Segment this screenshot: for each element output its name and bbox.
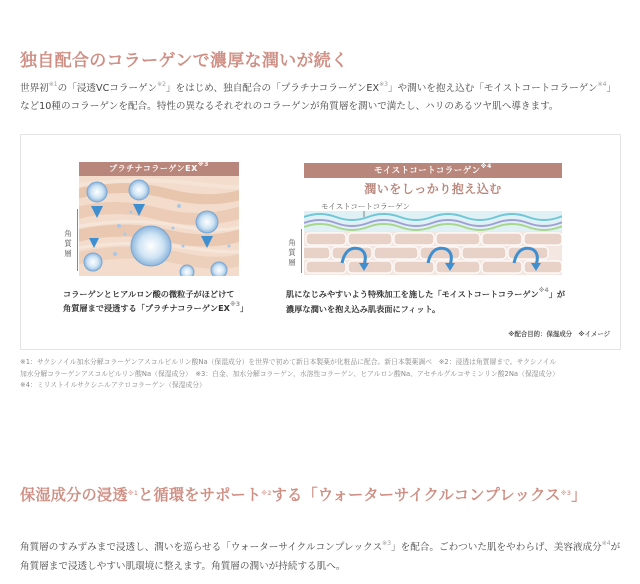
section2-title: 保湿成分の浸透$^{※1}$と循環をサポート$^{※2}$する「ウォーターサイクルコンプレックス$^{※3}$」 bbox=[20, 486, 587, 504]
moist-coat-collagen-illustration bbox=[304, 163, 562, 275]
skin-cells-illustration bbox=[79, 176, 239, 276]
section1-intro: 世界初$^{※1}$の「浸透VCコラーゲン$^{※2}$」をはじめ、独自配合の「プラチナコラーゲンEX$^{※3}$」や潤いを抱え込む「モイストコートコラーゲン$^{※4}$」など10種のコラーゲンを配合。特性の異なるそれぞれのコラーゲンが角質層を潤いで満たし、ハリのあるツヤ肌へ導きます。 bbox=[20, 81, 617, 112]
moist-coat-inner-label: モイストコートコラーゲン bbox=[321, 202, 410, 211]
platinum-collagen-title: プラチナコラーゲンEX$^{※3}$ bbox=[79, 162, 239, 176]
platinum-collagen-illustration bbox=[79, 162, 239, 276]
figure-note: ※配合目的：保湿成分 ※イメージ bbox=[508, 330, 610, 338]
section2-body: 角質層のすみずみまで浸透し、潤いを巡らせる「ウォーターサイクルコンプレックス$^{※3}$」を配合。ごわついた肌をやわらげ、美容液成分$^{※4}$が角質層まで浸透しやすい肌環境に整えます。角質層の潤いが持続する肌へ。 bbox=[20, 540, 621, 572]
section1-title: 独自配合のコラーゲンで濃厚な潤いが続く bbox=[20, 51, 349, 71]
footnotes: ※1：サクシノイル加水分解コラーゲンアスコルビルリン酸Na（保湿成分）を世界で初めて新日本製薬が化粧品に配合。新日本製薬調べ ※2：浸透は角質層まで。サクシノイル 加水分解コラーゲンアスコルビルリン酸Na（保湿成分） ※3：白金、加水分解コラーゲン、水溶性コラーゲン、ヒアルロン酸Na、アセチルグルコサミンリン酸2Na（保湿成分） ※4：ミリストイルサクシニルアテロコラーゲン（保湿成分） bbox=[20, 358, 559, 389]
skin-layer-illustration bbox=[304, 211, 562, 275]
moist-coat-collagen-title: モイストコートコラーゲン$^{※4}$ bbox=[304, 163, 562, 178]
left-side-label: 角質層 bbox=[64, 229, 72, 258]
right-side-line bbox=[301, 229, 302, 273]
moist-coat-subtitle: 潤いをしっかり抱え込む bbox=[364, 182, 502, 196]
collagen-figure bbox=[20, 134, 621, 350]
right-side-label: 角質層 bbox=[288, 238, 296, 267]
platinum-collagen-caption: コラーゲンとヒアルロン酸の微粒子がほどけて 角質層まで浸透する「プラチナコラーゲンEX$^{※3}$」 bbox=[63, 289, 249, 313]
moist-coat-caption: 肌になじみやすいよう特殊加工を施した「モイストコートコラーゲン$^{※4}$」が 濃厚な潤いを抱え込み肌表面にフィット。 bbox=[286, 287, 566, 314]
left-side-line bbox=[77, 209, 78, 271]
